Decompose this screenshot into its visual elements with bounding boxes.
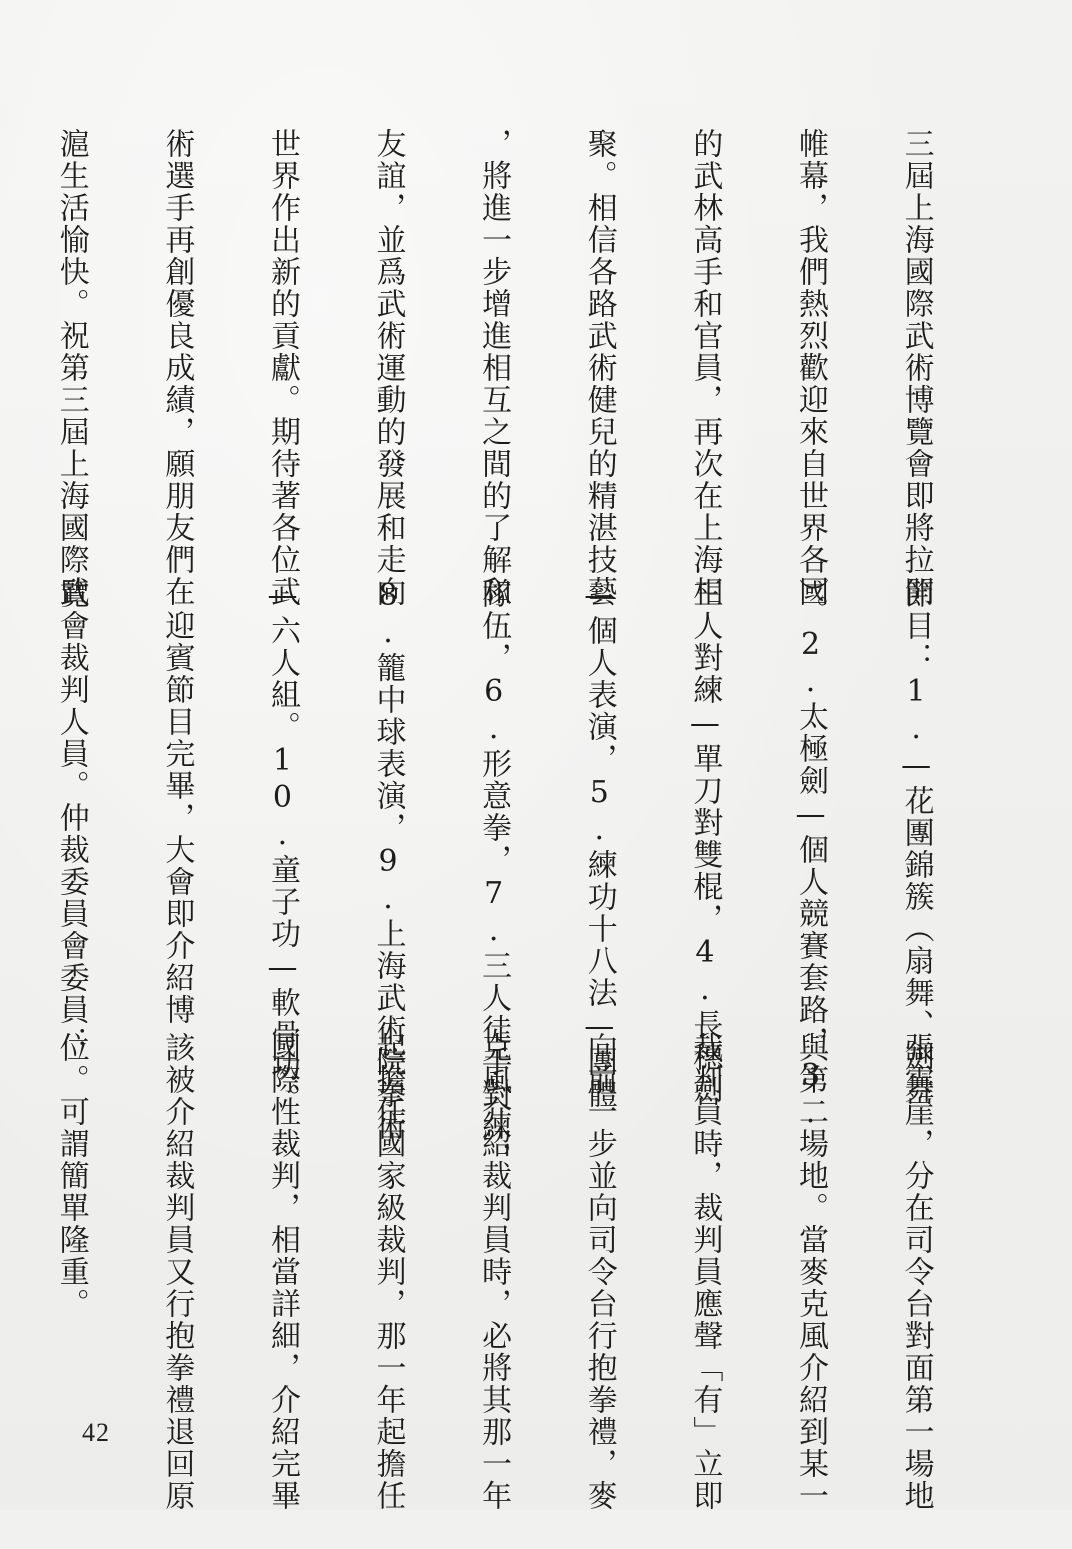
text-line: 三人對練—單刀對雙棍，4.長穗劍 xyxy=(687,578,723,1105)
text-line: 起擔任國家級裁判，那一年起擔任 xyxy=(370,1032,406,1512)
text-line: 國際性裁判，相當詳細，介紹完畢 xyxy=(264,1032,300,1512)
text-line: —六人組。10.童子功—軟骨功。 xyxy=(264,578,300,1115)
text-line: 向前一步並向司令台行抱拳禮，麥 xyxy=(581,1032,617,1512)
text-line: 張雲崖，分在司令台對面第一場地 xyxy=(898,1032,934,1512)
text-line: 聚。相信各路武術健兒的精湛技藝 xyxy=(581,128,617,608)
text-line: 覽會裁判人員。仲裁委員會委員： xyxy=(53,578,89,1058)
text-line: 友誼，並爲武術運動的發展和走向 xyxy=(370,128,406,608)
page-number: 42 xyxy=(82,1418,110,1447)
text-line: 節目：1.—花團錦簇（扇舞、劍舞 xyxy=(898,578,934,1105)
text-line: —個人表演，5.練功十八法—團體 xyxy=(581,578,617,1110)
text-line: 裁判員時，裁判員應聲「有」立即 xyxy=(687,1032,723,1512)
text-line: 8.籠中球表演，9.上海武術院拳術 xyxy=(370,578,406,1142)
text-block-middle xyxy=(53,578,1004,1174)
text-line: 滬生活愉快。祝第三屆上海國際武 xyxy=(53,128,89,608)
text-line: 位。可謂簡單隆重。 xyxy=(53,1032,89,1320)
text-line: 世界作出新的貢獻。期待著各位武 xyxy=(264,128,300,608)
text-block-top xyxy=(53,128,1004,608)
text-line: 帷幕，我們熱烈歡迎來自世界各國 xyxy=(792,128,828,608)
text-line: 迎賓節目完畢，大會即介紹博 xyxy=(159,578,195,1026)
text-line: 該被介紹裁判員又行抱拳禮退回原 xyxy=(159,1032,195,1512)
text-line: ，將進一步增進相互之間的了解和 xyxy=(476,128,512,608)
text-line: 克風介紹裁判員時，必將其那一年 xyxy=(476,1032,512,1512)
text-line: 隊伍，6.形意拳，7.三人徒手對練， xyxy=(476,578,512,1174)
text-line: 的武林高手和官員，再次在上海相 xyxy=(687,128,723,608)
text-line: 與第二場地。當麥克風介紹到某一 xyxy=(792,1032,828,1512)
text-line: 術選手再創優良成績，願朋友們在 xyxy=(159,128,195,608)
text-line: 三屆上海國際武術博覽會即將拉開 xyxy=(898,128,934,608)
text-line: ）。2.太極劍—個人競賽套路，3. xyxy=(792,578,828,1132)
